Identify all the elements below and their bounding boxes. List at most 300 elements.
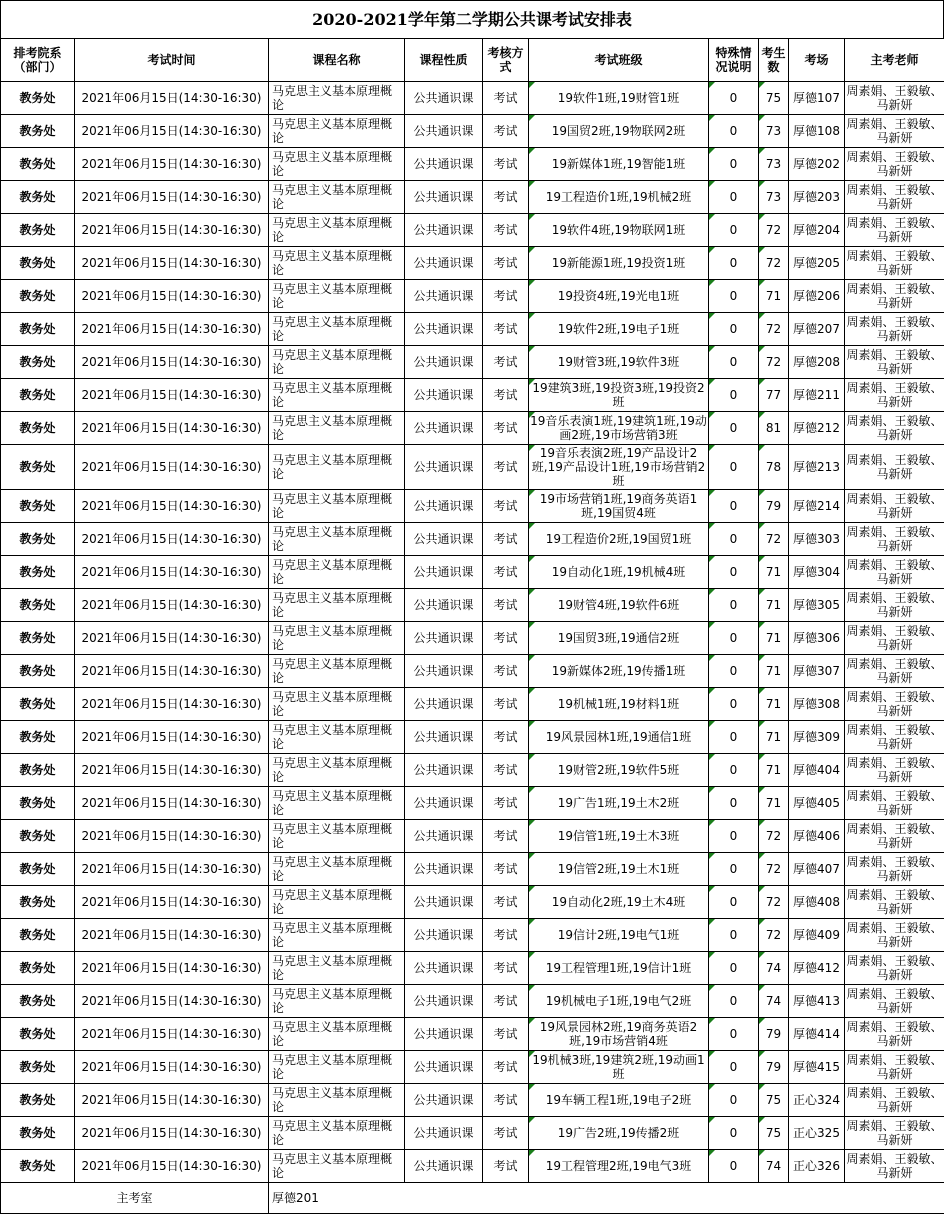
- chief-teachers-cell: 周素娟、王毅敏、马新妍: [845, 181, 944, 214]
- special-note-cell: 0: [709, 115, 759, 148]
- exam-method-cell: 考试: [483, 247, 529, 280]
- course-name-cell: 马克思主义基本原理概论: [269, 1018, 405, 1051]
- exam-method-cell: 考试: [483, 622, 529, 655]
- special-note-cell: 0: [709, 490, 759, 523]
- exam-time-cell: 2021年06月15日(14:30-16:30): [75, 181, 269, 214]
- exam-method-cell: 考试: [483, 787, 529, 820]
- special-note-cell: 0: [709, 1051, 759, 1084]
- table-row: [1, 985, 944, 1018]
- student-count-cell: 71: [759, 754, 789, 787]
- table-row: [1, 523, 944, 556]
- table-row: [1, 1084, 944, 1117]
- chief-teachers-cell: 周素娟、王毅敏、马新妍: [845, 82, 944, 115]
- course-name-cell: 马克思主义基本原理概论: [269, 82, 405, 115]
- exam-time-cell: 2021年06月15日(14:30-16:30): [75, 445, 269, 490]
- course-nature-cell: 公共通识课: [405, 523, 483, 556]
- dept-cell: 教务处: [1, 556, 75, 589]
- exam-classes-cell: 19风景园林1班,19通信1班: [529, 721, 709, 754]
- course-nature-cell: 公共通识课: [405, 655, 483, 688]
- exam-room-cell: 厚德211: [789, 379, 845, 412]
- course-name-cell: 马克思主义基本原理概论: [269, 622, 405, 655]
- dept-cell: 教务处: [1, 1117, 75, 1150]
- chief-teachers-cell: 周素娟、王毅敏、马新妍: [845, 523, 944, 556]
- exam-classes-cell: 19自动化1班,19机械4班: [529, 556, 709, 589]
- chief-teachers-cell: 周素娟、王毅敏、马新妍: [845, 313, 944, 346]
- exam-room-cell: 厚德412: [789, 952, 845, 985]
- course-nature-cell: 公共通识课: [405, 490, 483, 523]
- special-note-cell: 0: [709, 82, 759, 115]
- special-note-cell: 0: [709, 556, 759, 589]
- header-time: 考试时间: [75, 39, 269, 82]
- dept-cell: 教务处: [1, 148, 75, 181]
- exam-method-cell: 考试: [483, 1150, 529, 1183]
- exam-time-cell: 2021年06月15日(14:30-16:30): [75, 853, 269, 886]
- exam-time-cell: 2021年06月15日(14:30-16:30): [75, 214, 269, 247]
- exam-room-cell: 正心326: [789, 1150, 845, 1183]
- student-count-cell: 71: [759, 622, 789, 655]
- exam-classes-cell: 19车辆工程1班,19电子2班: [529, 1084, 709, 1117]
- exam-classes-cell: 19工程造价1班,19机械2班: [529, 181, 709, 214]
- dept-cell: 教务处: [1, 985, 75, 1018]
- dept-cell: 教务处: [1, 721, 75, 754]
- chief-teachers-cell: 周素娟、王毅敏、马新妍: [845, 379, 944, 412]
- exam-method-cell: 考试: [483, 214, 529, 247]
- course-name-cell: 马克思主义基本原理概论: [269, 985, 405, 1018]
- course-name-cell: 马克思主义基本原理概论: [269, 721, 405, 754]
- course-name-cell: 马克思主义基本原理概论: [269, 181, 405, 214]
- exam-classes-cell: 19软件4班,19物联网1班: [529, 214, 709, 247]
- table-row: [1, 754, 944, 787]
- course-nature-cell: 公共通识课: [405, 115, 483, 148]
- exam-classes-cell: 19信管2班,19土木1班: [529, 853, 709, 886]
- student-count-cell: 73: [759, 181, 789, 214]
- special-note-cell: 0: [709, 280, 759, 313]
- chief-teachers-cell: 周素娟、王毅敏、马新妍: [845, 622, 944, 655]
- exam-classes-cell: 19新能源1班,19投资1班: [529, 247, 709, 280]
- exam-time-cell: 2021年06月15日(14:30-16:30): [75, 1117, 269, 1150]
- exam-method-cell: 考试: [483, 820, 529, 853]
- special-note-cell: 0: [709, 1084, 759, 1117]
- student-count-cell: 72: [759, 919, 789, 952]
- dept-cell: 教务处: [1, 82, 75, 115]
- course-name-cell: 马克思主义基本原理概论: [269, 688, 405, 721]
- exam-method-cell: 考试: [483, 181, 529, 214]
- exam-method-cell: 考试: [483, 523, 529, 556]
- exam-classes-cell: 19音乐表演2班,19产品设计2班,19产品设计1班,19市场营销2班: [529, 445, 709, 490]
- course-name-cell: 马克思主义基本原理概论: [269, 490, 405, 523]
- exam-time-cell: 2021年06月15日(14:30-16:30): [75, 523, 269, 556]
- dept-cell: 教务处: [1, 379, 75, 412]
- exam-room-cell: 厚德214: [789, 490, 845, 523]
- exam-method-cell: 考试: [483, 556, 529, 589]
- special-note-cell: 0: [709, 721, 759, 754]
- chief-teachers-cell: 周素娟、王毅敏、马新妍: [845, 919, 944, 952]
- chief-teachers-cell: 周素娟、王毅敏、马新妍: [845, 820, 944, 853]
- exam-time-cell: 2021年06月15日(14:30-16:30): [75, 490, 269, 523]
- student-count-cell: 81: [759, 412, 789, 445]
- page-title: 2020-2021学年第二学期公共课考试安排表: [0, 0, 944, 38]
- dept-cell: 教务处: [1, 754, 75, 787]
- student-count-cell: 71: [759, 655, 789, 688]
- course-name-cell: 马克思主义基本原理概论: [269, 412, 405, 445]
- course-nature-cell: 公共通识课: [405, 445, 483, 490]
- dept-cell: 教务处: [1, 247, 75, 280]
- exam-time-cell: 2021年06月15日(14:30-16:30): [75, 313, 269, 346]
- exam-room-cell: 正心325: [789, 1117, 845, 1150]
- special-note-cell: 0: [709, 181, 759, 214]
- exam-time-cell: 2021年06月15日(14:30-16:30): [75, 985, 269, 1018]
- student-count-cell: 74: [759, 985, 789, 1018]
- exam-method-cell: 考试: [483, 886, 529, 919]
- exam-time-cell: 2021年06月15日(14:30-16:30): [75, 754, 269, 787]
- exam-method-cell: 考试: [483, 1084, 529, 1117]
- dept-cell: 教务处: [1, 412, 75, 445]
- exam-room-cell: 厚德415: [789, 1051, 845, 1084]
- exam-room-cell: 厚德404: [789, 754, 845, 787]
- exam-method-cell: 考试: [483, 589, 529, 622]
- table-row: [1, 490, 944, 523]
- course-name-cell: 马克思主义基本原理概论: [269, 820, 405, 853]
- course-nature-cell: 公共通识课: [405, 1150, 483, 1183]
- dept-cell: 教务处: [1, 346, 75, 379]
- table-row: [1, 1150, 944, 1183]
- exam-time-cell: 2021年06月15日(14:30-16:30): [75, 82, 269, 115]
- table-row: [1, 412, 944, 445]
- special-note-cell: 0: [709, 247, 759, 280]
- course-name-cell: 马克思主义基本原理概论: [269, 148, 405, 181]
- exam-method-cell: 考试: [483, 445, 529, 490]
- exam-room-cell: 厚德408: [789, 886, 845, 919]
- header-teachers: 主考老师: [845, 39, 944, 82]
- course-nature-cell: 公共通识课: [405, 556, 483, 589]
- special-note-cell: 0: [709, 148, 759, 181]
- dept-cell: 教务处: [1, 589, 75, 622]
- exam-room-cell: 厚德305: [789, 589, 845, 622]
- header-classes: 考试班级: [529, 39, 709, 82]
- exam-method-cell: 考试: [483, 853, 529, 886]
- exam-classes-cell: 19投资4班,19光电1班: [529, 280, 709, 313]
- course-name-cell: 马克思主义基本原理概论: [269, 1084, 405, 1117]
- course-name-cell: 马克思主义基本原理概论: [269, 379, 405, 412]
- student-count-cell: 74: [759, 952, 789, 985]
- special-note-cell: 0: [709, 853, 759, 886]
- table-row: [1, 919, 944, 952]
- student-count-cell: 71: [759, 688, 789, 721]
- course-nature-cell: 公共通识课: [405, 820, 483, 853]
- table-row: [1, 556, 944, 589]
- exam-method-cell: 考试: [483, 1051, 529, 1084]
- special-note-cell: 0: [709, 1117, 759, 1150]
- exam-time-cell: 2021年06月15日(14:30-16:30): [75, 556, 269, 589]
- exam-room-cell: 厚德207: [789, 313, 845, 346]
- special-note-cell: 0: [709, 214, 759, 247]
- table-row: [1, 115, 944, 148]
- chief-exam-room-value: 厚德201: [269, 1183, 944, 1214]
- exam-classes-cell: 19机械电子1班,19电气2班: [529, 985, 709, 1018]
- student-count-cell: 72: [759, 313, 789, 346]
- exam-room-cell: 厚德406: [789, 820, 845, 853]
- table-row: [1, 346, 944, 379]
- dept-cell: 教务处: [1, 445, 75, 490]
- course-nature-cell: 公共通识课: [405, 688, 483, 721]
- student-count-cell: 72: [759, 346, 789, 379]
- exam-time-cell: 2021年06月15日(14:30-16:30): [75, 1018, 269, 1051]
- special-note-cell: 0: [709, 754, 759, 787]
- exam-classes-cell: 19信计2班,19电气1班: [529, 919, 709, 952]
- exam-room-cell: 厚德306: [789, 622, 845, 655]
- exam-time-cell: 2021年06月15日(14:30-16:30): [75, 721, 269, 754]
- course-nature-cell: 公共通识课: [405, 412, 483, 445]
- exam-room-cell: 厚德303: [789, 523, 845, 556]
- special-note-cell: 0: [709, 886, 759, 919]
- exam-schedule-table: [0, 38, 944, 1214]
- chief-teachers-cell: 周素娟、王毅敏、马新妍: [845, 556, 944, 589]
- exam-room-cell: 厚德304: [789, 556, 845, 589]
- exam-room-cell: 厚德414: [789, 1018, 845, 1051]
- course-nature-cell: 公共通识课: [405, 247, 483, 280]
- chief-teachers-cell: 周素娟、王毅敏、马新妍: [845, 412, 944, 445]
- chief-teachers-cell: 周素娟、王毅敏、马新妍: [845, 952, 944, 985]
- header-row: [1, 39, 944, 82]
- header-special: 特殊情况说明: [709, 39, 759, 82]
- exam-classes-cell: 19财管2班,19软件5班: [529, 754, 709, 787]
- exam-classes-cell: 19财管3班,19软件3班: [529, 346, 709, 379]
- dept-cell: 教务处: [1, 952, 75, 985]
- exam-room-cell: 厚德413: [789, 985, 845, 1018]
- exam-time-cell: 2021年06月15日(14:30-16:30): [75, 115, 269, 148]
- table-row: [1, 280, 944, 313]
- course-nature-cell: 公共通识课: [405, 589, 483, 622]
- course-nature-cell: 公共通识课: [405, 721, 483, 754]
- student-count-cell: 75: [759, 1117, 789, 1150]
- exam-classes-cell: 19财管4班,19软件6班: [529, 589, 709, 622]
- header-course: 课程名称: [269, 39, 405, 82]
- student-count-cell: 72: [759, 886, 789, 919]
- chief-teachers-cell: 周素娟、王毅敏、马新妍: [845, 589, 944, 622]
- student-count-cell: 74: [759, 1150, 789, 1183]
- exam-method-cell: 考试: [483, 148, 529, 181]
- exam-time-cell: 2021年06月15日(14:30-16:30): [75, 622, 269, 655]
- chief-teachers-cell: 周素娟、王毅敏、马新妍: [845, 787, 944, 820]
- course-name-cell: 马克思主义基本原理概论: [269, 346, 405, 379]
- exam-time-cell: 2021年06月15日(14:30-16:30): [75, 886, 269, 919]
- exam-room-cell: 厚德205: [789, 247, 845, 280]
- exam-method-cell: 考试: [483, 280, 529, 313]
- dept-cell: 教务处: [1, 1084, 75, 1117]
- special-note-cell: 0: [709, 919, 759, 952]
- course-nature-cell: 公共通识课: [405, 379, 483, 412]
- student-count-cell: 71: [759, 556, 789, 589]
- course-nature-cell: 公共通识课: [405, 1084, 483, 1117]
- student-count-cell: 77: [759, 379, 789, 412]
- exam-classes-cell: 19新媒体1班,19智能1班: [529, 148, 709, 181]
- table-row: [1, 952, 944, 985]
- course-nature-cell: 公共通识课: [405, 1018, 483, 1051]
- chief-teachers-cell: 周素娟、王毅敏、马新妍: [845, 346, 944, 379]
- exam-time-cell: 2021年06月15日(14:30-16:30): [75, 1084, 269, 1117]
- exam-method-cell: 考试: [483, 490, 529, 523]
- student-count-cell: 79: [759, 1051, 789, 1084]
- exam-time-cell: 2021年06月15日(14:30-16:30): [75, 1051, 269, 1084]
- dept-cell: 教务处: [1, 919, 75, 952]
- course-name-cell: 马克思主义基本原理概论: [269, 115, 405, 148]
- exam-room-cell: 厚德308: [789, 688, 845, 721]
- exam-room-cell: 厚德212: [789, 412, 845, 445]
- exam-room-cell: 厚德203: [789, 181, 845, 214]
- course-name-cell: 马克思主义基本原理概论: [269, 247, 405, 280]
- course-name-cell: 马克思主义基本原理概论: [269, 1117, 405, 1150]
- dept-cell: 教务处: [1, 490, 75, 523]
- exam-classes-cell: 19机械3班,19建筑2班,19动画1班: [529, 1051, 709, 1084]
- exam-time-cell: 2021年06月15日(14:30-16:30): [75, 589, 269, 622]
- table-row: [1, 1117, 944, 1150]
- course-nature-cell: 公共通识课: [405, 313, 483, 346]
- exam-time-cell: 2021年06月15日(14:30-16:30): [75, 148, 269, 181]
- course-nature-cell: 公共通识课: [405, 622, 483, 655]
- exam-classes-cell: 19软件2班,19电子1班: [529, 313, 709, 346]
- dept-cell: 教务处: [1, 181, 75, 214]
- chief-teachers-cell: 周素娟、王毅敏、马新妍: [845, 1150, 944, 1183]
- exam-method-cell: 考试: [483, 688, 529, 721]
- student-count-cell: 75: [759, 1084, 789, 1117]
- exam-classes-cell: 19机械1班,19材料1班: [529, 688, 709, 721]
- exam-time-cell: 2021年06月15日(14:30-16:30): [75, 280, 269, 313]
- course-nature-cell: 公共通识课: [405, 1117, 483, 1150]
- table-row: [1, 688, 944, 721]
- chief-teachers-cell: 周素娟、王毅敏、马新妍: [845, 148, 944, 181]
- student-count-cell: 75: [759, 82, 789, 115]
- student-count-cell: 72: [759, 523, 789, 556]
- table-row: [1, 721, 944, 754]
- table-row: [1, 886, 944, 919]
- exam-room-cell: 厚德407: [789, 853, 845, 886]
- table-row: [1, 622, 944, 655]
- exam-classes-cell: 19建筑3班,19投资3班,19投资2班: [529, 379, 709, 412]
- course-name-cell: 马克思主义基本原理概论: [269, 214, 405, 247]
- exam-time-cell: 2021年06月15日(14:30-16:30): [75, 919, 269, 952]
- exam-room-cell: 厚德409: [789, 919, 845, 952]
- table-row: [1, 1018, 944, 1051]
- chief-teachers-cell: 周素娟、王毅敏、马新妍: [845, 886, 944, 919]
- exam-method-cell: 考试: [483, 655, 529, 688]
- table-row: [1, 589, 944, 622]
- student-count-cell: 78: [759, 445, 789, 490]
- chief-teachers-cell: 周素娟、王毅敏、马新妍: [845, 490, 944, 523]
- exam-classes-cell: 19国贸3班,19通信2班: [529, 622, 709, 655]
- special-note-cell: 0: [709, 445, 759, 490]
- exam-room-cell: 厚德108: [789, 115, 845, 148]
- course-name-cell: 马克思主义基本原理概论: [269, 919, 405, 952]
- exam-method-cell: 考试: [483, 721, 529, 754]
- exam-room-cell: 厚德204: [789, 214, 845, 247]
- table-row: [1, 1051, 944, 1084]
- table-row: [1, 313, 944, 346]
- course-name-cell: 马克思主义基本原理概论: [269, 589, 405, 622]
- exam-time-cell: 2021年06月15日(14:30-16:30): [75, 787, 269, 820]
- exam-time-cell: 2021年06月15日(14:30-16:30): [75, 379, 269, 412]
- student-count-cell: 71: [759, 589, 789, 622]
- course-nature-cell: 公共通识课: [405, 346, 483, 379]
- course-nature-cell: 公共通识课: [405, 214, 483, 247]
- exam-classes-cell: 19新媒体2班,19传播1班: [529, 655, 709, 688]
- exam-classes-cell: 19广告1班,19土木2班: [529, 787, 709, 820]
- special-note-cell: 0: [709, 688, 759, 721]
- course-name-cell: 马克思主义基本原理概论: [269, 523, 405, 556]
- exam-classes-cell: 19工程管理1班,19信计1班: [529, 952, 709, 985]
- table-row: [1, 247, 944, 280]
- exam-method-cell: 考试: [483, 952, 529, 985]
- header-count: 考生数: [759, 39, 789, 82]
- exam-room-cell: 厚德213: [789, 445, 845, 490]
- chief-teachers-cell: 周素娟、王毅敏、马新妍: [845, 655, 944, 688]
- course-nature-cell: 公共通识课: [405, 1051, 483, 1084]
- exam-time-cell: 2021年06月15日(14:30-16:30): [75, 1150, 269, 1183]
- course-name-cell: 马克思主义基本原理概论: [269, 952, 405, 985]
- header-room: 考场: [789, 39, 845, 82]
- dept-cell: 教务处: [1, 214, 75, 247]
- course-name-cell: 马克思主义基本原理概论: [269, 313, 405, 346]
- dept-cell: 教务处: [1, 853, 75, 886]
- table-row: [1, 445, 944, 490]
- course-name-cell: 马克思主义基本原理概论: [269, 787, 405, 820]
- course-name-cell: 马克思主义基本原理概论: [269, 556, 405, 589]
- course-nature-cell: 公共通识课: [405, 82, 483, 115]
- header-nature: 课程性质: [405, 39, 483, 82]
- special-note-cell: 0: [709, 985, 759, 1018]
- student-count-cell: 73: [759, 115, 789, 148]
- student-count-cell: 72: [759, 247, 789, 280]
- exam-room-cell: 厚德208: [789, 346, 845, 379]
- special-note-cell: 0: [709, 1150, 759, 1183]
- special-note-cell: 0: [709, 787, 759, 820]
- student-count-cell: 71: [759, 787, 789, 820]
- exam-time-cell: 2021年06月15日(14:30-16:30): [75, 688, 269, 721]
- dept-cell: 教务处: [1, 115, 75, 148]
- student-count-cell: 72: [759, 820, 789, 853]
- exam-method-cell: 考试: [483, 115, 529, 148]
- course-nature-cell: 公共通识课: [405, 754, 483, 787]
- table-row: [1, 820, 944, 853]
- exam-method-cell: 考试: [483, 379, 529, 412]
- dept-cell: 教务处: [1, 1150, 75, 1183]
- course-nature-cell: 公共通识课: [405, 985, 483, 1018]
- student-count-cell: 73: [759, 148, 789, 181]
- exam-classes-cell: 19市场营销1班,19商务英语1班,19国贸4班: [529, 490, 709, 523]
- student-count-cell: 79: [759, 1018, 789, 1051]
- exam-room-cell: 厚德206: [789, 280, 845, 313]
- course-name-cell: 马克思主义基本原理概论: [269, 1051, 405, 1084]
- exam-time-cell: 2021年06月15日(14:30-16:30): [75, 412, 269, 445]
- course-name-cell: 马克思主义基本原理概论: [269, 655, 405, 688]
- exam-classes-cell: 19工程造价2班,19国贸1班: [529, 523, 709, 556]
- course-name-cell: 马克思主义基本原理概论: [269, 445, 405, 490]
- dept-cell: 教务处: [1, 886, 75, 919]
- chief-teachers-cell: 周素娟、王毅敏、马新妍: [845, 280, 944, 313]
- table-row: [1, 787, 944, 820]
- course-nature-cell: 公共通识课: [405, 148, 483, 181]
- dept-cell: 教务处: [1, 523, 75, 556]
- exam-room-cell: 厚德307: [789, 655, 845, 688]
- dept-cell: 教务处: [1, 1051, 75, 1084]
- exam-method-cell: 考试: [483, 313, 529, 346]
- dept-cell: 教务处: [1, 280, 75, 313]
- student-count-cell: 72: [759, 853, 789, 886]
- exam-classes-cell: 19广告2班,19传播2班: [529, 1117, 709, 1150]
- course-nature-cell: 公共通识课: [405, 181, 483, 214]
- dept-cell: 教务处: [1, 688, 75, 721]
- exam-room-cell: 正心324: [789, 1084, 845, 1117]
- exam-classes-cell: 19软件1班,19财管1班: [529, 82, 709, 115]
